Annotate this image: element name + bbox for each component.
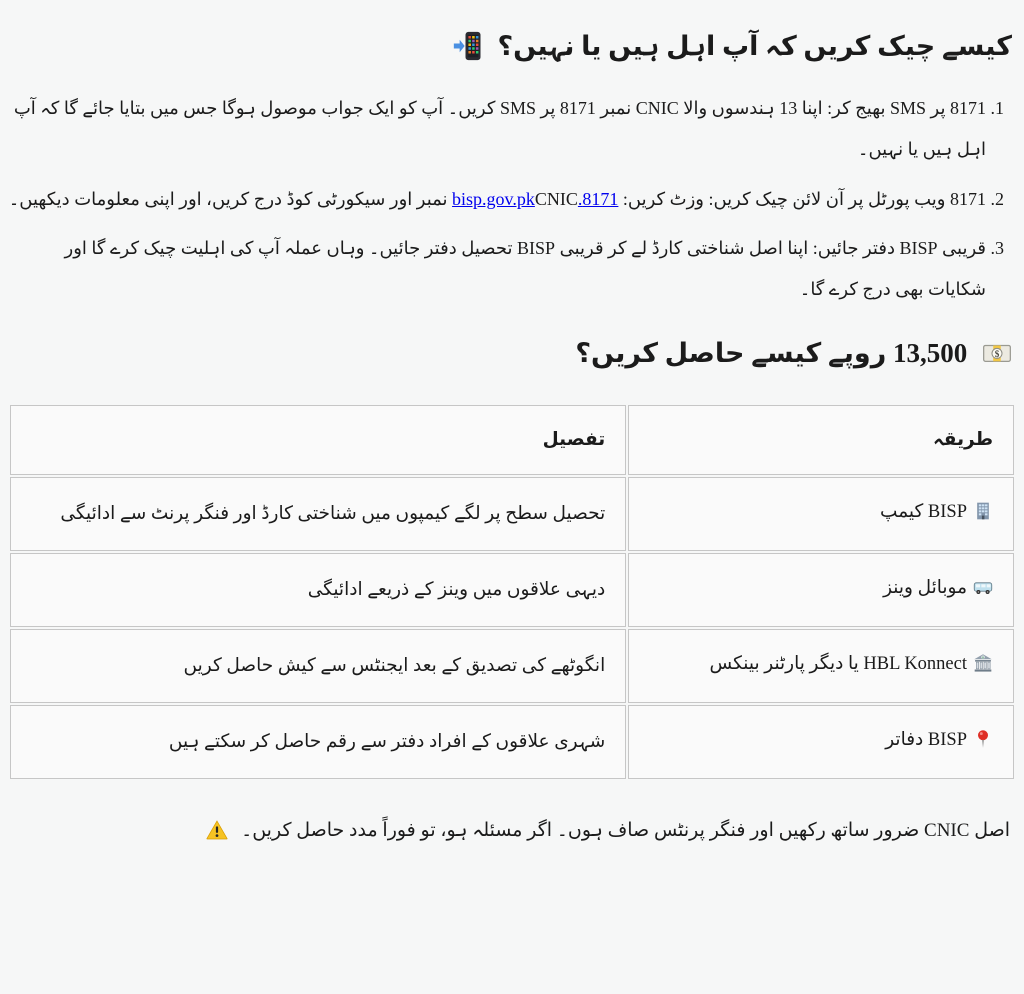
round-pushpin-icon (973, 729, 993, 755)
method-label: BISP دفاتر (885, 729, 967, 750)
method-cell (628, 705, 1014, 779)
detail-cell: تحصیل سطح پر لگے کیمپوں میں شناختی کارڈ اور فنگر پرنٹ سے ادائیگی (10, 477, 626, 551)
svg-text:$: $ (982, 655, 984, 660)
warning-icon (206, 818, 228, 854)
detail-cell: انگوٹھے کی تصدیق کے بعد ایجنٹس سے کیش حاصل کریں (10, 629, 626, 703)
minibus-icon (973, 577, 993, 603)
step-sms-8171 (8, 88, 986, 171)
table-row-bisp-camp (10, 477, 1014, 551)
mobile-phone-with-arrow-icon (453, 31, 483, 74)
eligibility-steps-list (8, 88, 1016, 311)
bank-icon (973, 653, 993, 679)
table-header-row (10, 405, 1014, 475)
column-header-method: طریقہ (628, 405, 1014, 475)
step-sms-text: 8171 پر SMS بھیج کر: اپنا 13 ہندسوں والا CNIC نمبر 8171 پر SMS کریں۔ آپ کو ایک جواب موصول ہوگا جس میں بتایا جائے گا کہ آپ اہل ہیں یا نہیں۔ (13, 97, 986, 160)
warning-note-text: اصل CNIC ضرور ساتھ رکھیں اور فنگر پرنٹس صاف ہوں۔ اگر مسئلہ ہو، تو فوراً مدد حاصل کریں۔ (241, 819, 1010, 841)
method-cell (628, 553, 1014, 627)
method-cell (628, 629, 1014, 703)
method-label: موبائل وینز (883, 577, 967, 598)
payment-methods-table (8, 403, 1016, 781)
link-bisp-gov-pk[interactable]: bisp.gov.pk (452, 188, 535, 209)
method-label: BISP کیمپ (880, 501, 967, 522)
step-office-text: قریبی BISP دفتر جائیں: اپنا اصل شناختی کارڈ لے کر قریبی BISP تحصیل دفتر جائیں۔ وہاں عملہ آپ کی اہلیت چیک کرے گا اور شکایات بھی درج کرے گا۔ (64, 238, 986, 300)
eligibility-heading-text: کیسے چیک کریں کہ آپ اہل ہیں یا نہیں؟ (497, 31, 1012, 61)
step-bisp-office (8, 228, 986, 311)
table-row-mobile-vans (10, 553, 1014, 627)
link-8171-portal[interactable]: 8171. (577, 188, 619, 209)
column-header-detail: تفصیل (10, 405, 626, 475)
step-web-portal (8, 179, 986, 220)
payment-heading-text: 13,500 روپے کیسے حاصل کریں؟ (575, 337, 968, 368)
office-building-icon (973, 501, 993, 527)
table-row-bisp-offices (10, 705, 1014, 779)
step-web-rest: نمبر اور سیکورٹی کوڈ درج کریں، اور اپنی معلومات دیکھیں۔ (8, 188, 453, 209)
warning-note (8, 813, 1010, 854)
eligibility-heading (8, 26, 1012, 74)
dollar-banknote-icon (982, 338, 1012, 381)
table-row-hbl-konnect (10, 629, 1014, 703)
payment-heading (8, 333, 1012, 381)
step-web-intro: 8171 ویب پورٹل پر آن لائن چیک کریں: وزٹ کریں: (618, 188, 986, 209)
svg-text:$: $ (994, 348, 1000, 359)
method-cell (628, 477, 1014, 551)
detail-cell: شہری علاقوں کے افراد دفتر سے رقم حاصل کر سکتے ہیں (10, 705, 626, 779)
method-label: HBL Konnect یا دیگر پارٹنر بینکس (709, 653, 967, 674)
detail-cell: دیہی علاقوں میں وینز کے ذریعے ادائیگی (10, 553, 626, 627)
step-web-cnic-label: CNIC (534, 188, 578, 209)
